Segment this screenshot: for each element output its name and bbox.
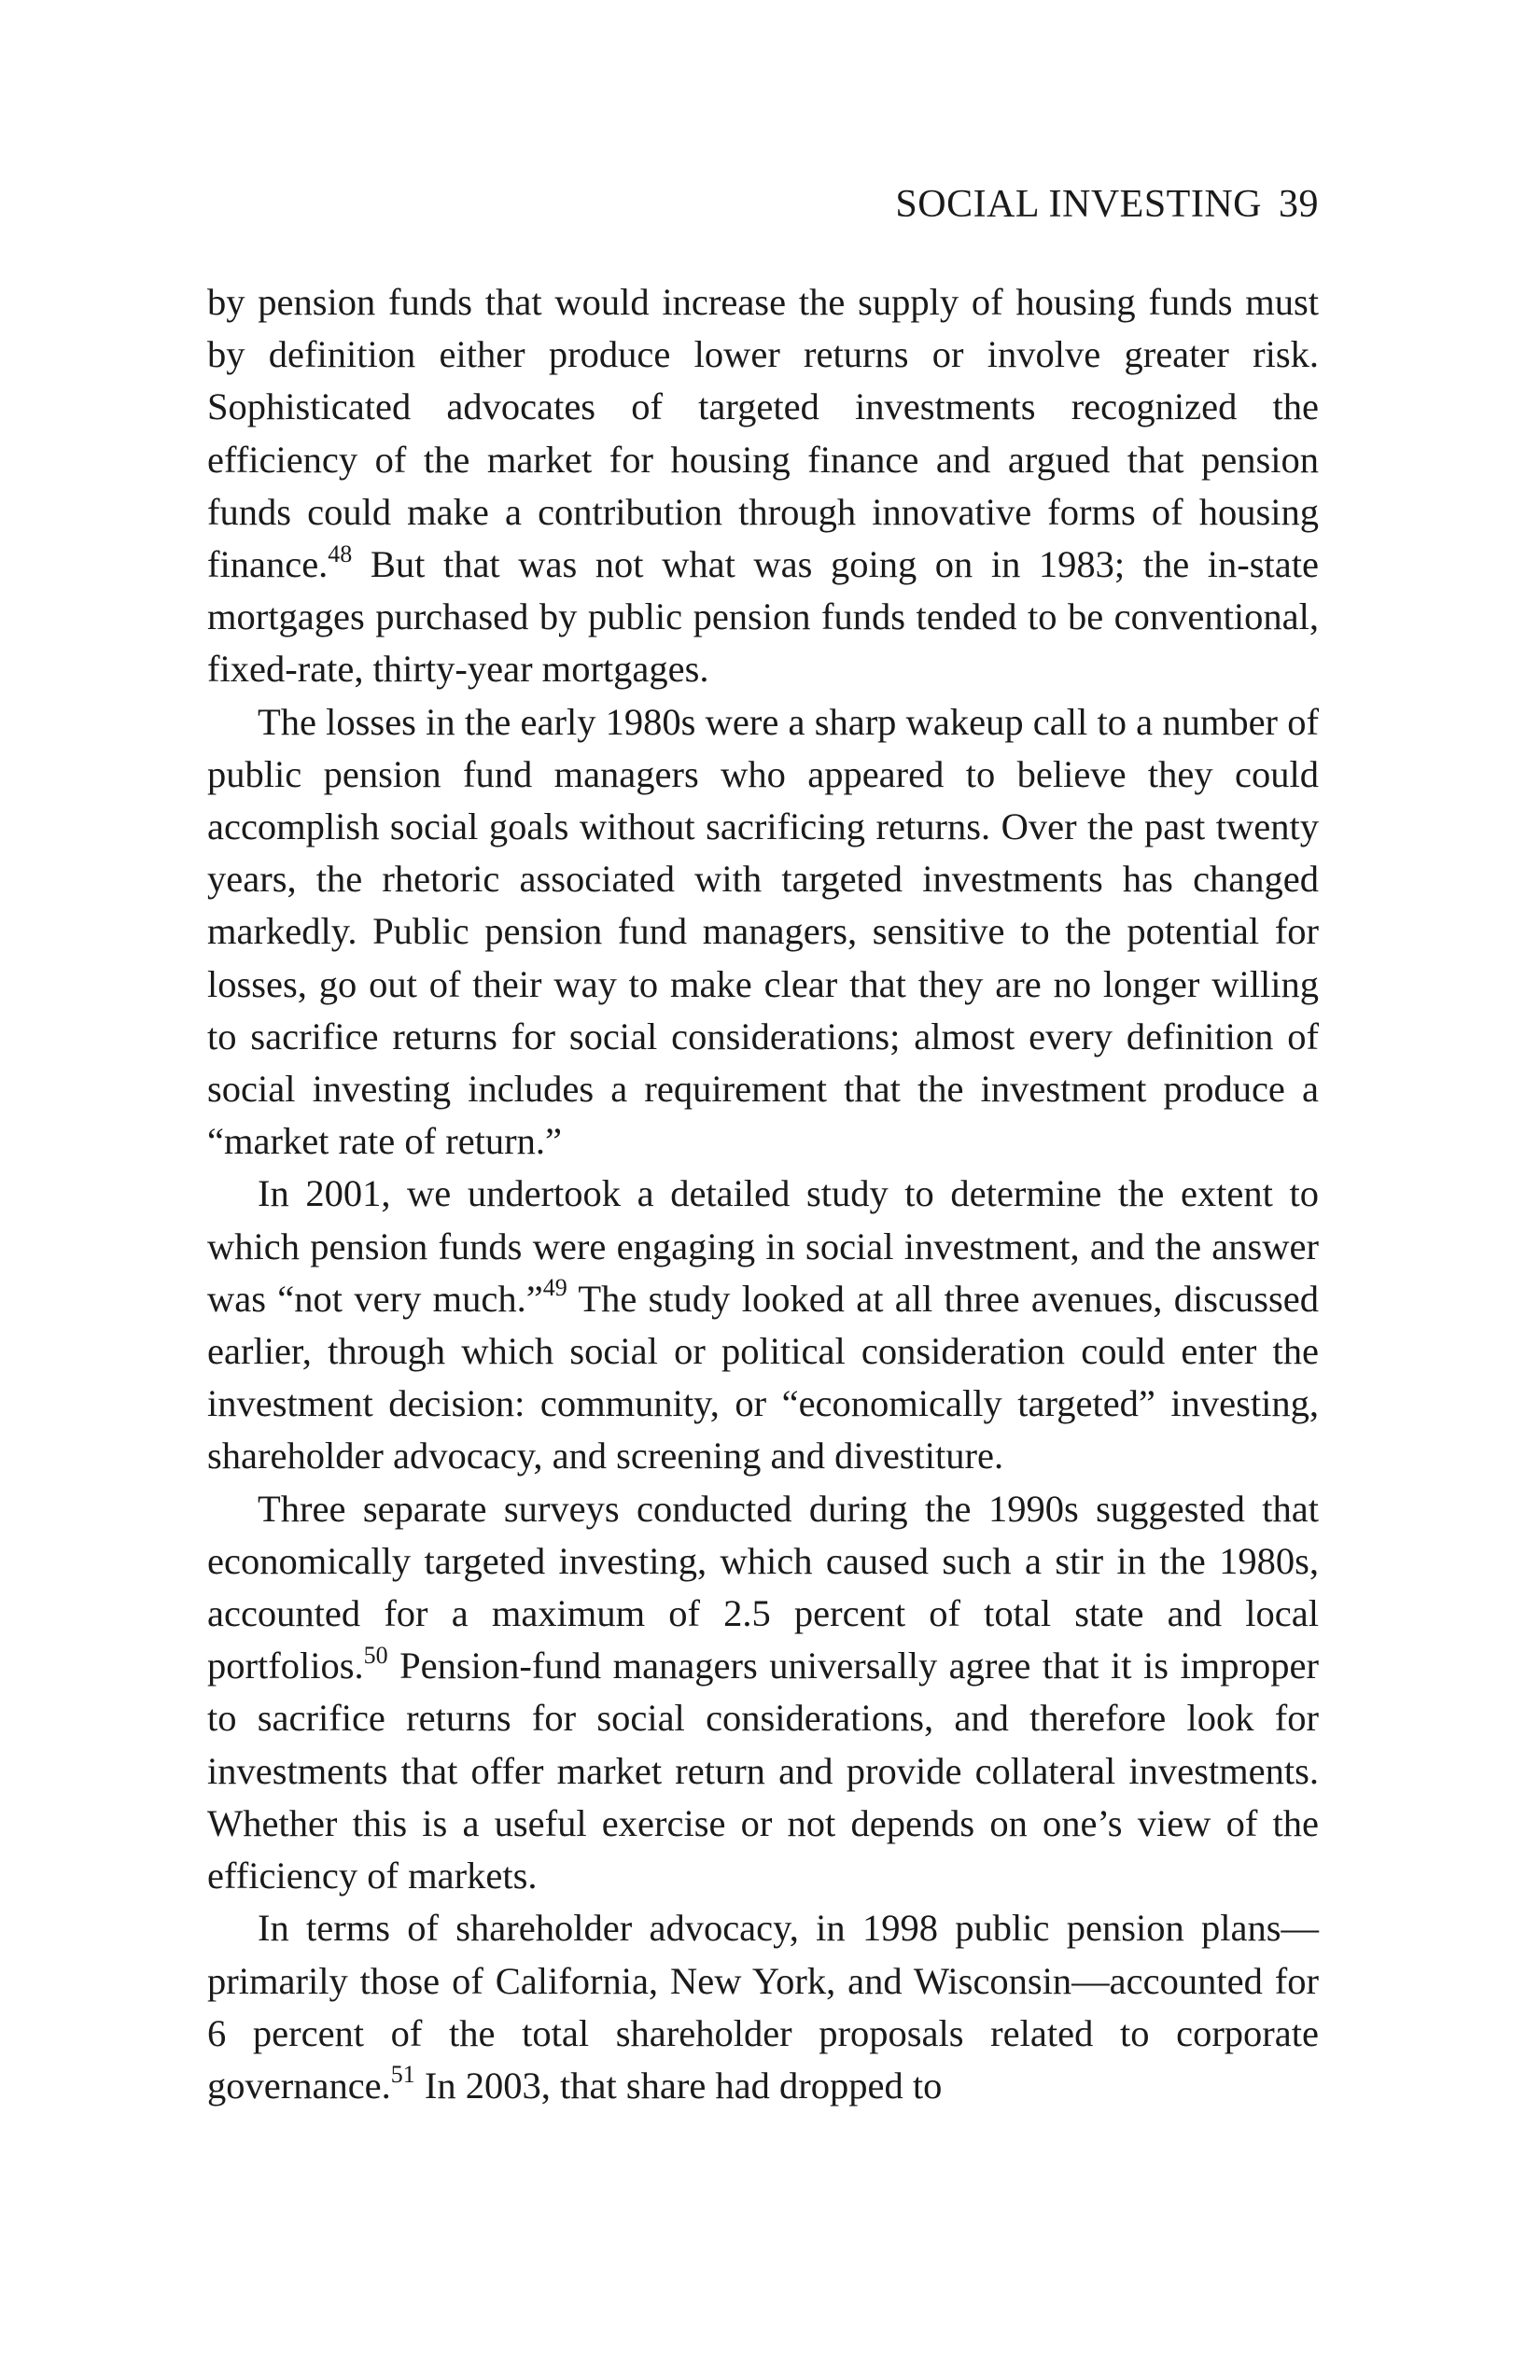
- text-run: Pension-fund managers universally agree that it is improper to sacrifice returns for social considerations, and therefore look for investments that offer market return and provide collateral investments. Whether this is a useful exercise or not depends on one’s view of the efficiency of markets.: [207, 1645, 1319, 1897]
- paragraph-3: [207, 1168, 1319, 1482]
- running-head: [895, 185, 1319, 224]
- text-run: In terms of shareholder advocacy, in 1998 public pension plans—primarily those of California, New York, and Wisconsin—accounted for 6 percent of the total shareholder proposals related to corporate governance.: [207, 1907, 1319, 2107]
- footnote-ref-50: 50: [363, 1641, 388, 1669]
- page-number: 39: [1279, 183, 1319, 226]
- footnote-ref-51: 51: [390, 2061, 415, 2089]
- text-run: by pension funds that would increase the supply of housing funds must by definition either produce lower returns or involve greater risk. Sophisticated advocates of targeted investments recognized the efficiency of the market for housing finance and argued that pension funds could make a contribution through innovative forms of housing finance.: [207, 281, 1319, 586]
- text-run: In 2001, we undertook a detailed study to determine the extent to which pension funds were engaging in social investment, and the answer was “not very much.”: [207, 1172, 1319, 1320]
- text-run: In 2003, that share had dropped to: [414, 2064, 943, 2107]
- footnote-ref-48: 48: [328, 539, 353, 567]
- paragraph-1: [207, 276, 1319, 696]
- text-run: Three separate surveys conducted during the 1990s suggested that economically targeted investing, which caused such a stir in the 1980s, accounted for a maximum of 2.5 percent of total state and local portfolios.: [207, 1487, 1319, 1687]
- text-run: The losses in the early 1980s were a sharp wakeup call to a number of public pension fund managers who appeared to believe they could accomplish social goals without sacrificing returns. Over the past twenty years, the rhetoric associated with targeted investments has changed markedly. Public pension fund managers, sensitive to the potential for losses, go out of their way to make clear that they are no longer willing to sacrifice returns for social considerations; almost every definition of social investing includes a requirement that the investment produce a “market rate of return.”: [207, 700, 1319, 1163]
- text-run: But that was not what was going on in 1983; the in-state mortgages purchased by public pension funds tended to be conventional, fixed-rate, thirty-year mortgages.: [207, 543, 1319, 691]
- text-run: The study looked at all three avenues, discussed earlier, through which social or political consideration could enter the investment decision: community, or “economically targeted” investing, shareholder advocacy, and screening and divestiture.: [207, 1277, 1319, 1477]
- paragraph-2: [207, 696, 1319, 1169]
- paragraph-4: [207, 1483, 1319, 1903]
- body-text: [207, 276, 1319, 2112]
- footnote-ref-49: 49: [542, 1274, 567, 1302]
- running-head-title: SOCIAL INVESTING: [895, 183, 1262, 226]
- paragraph-5: [207, 1902, 1319, 2112]
